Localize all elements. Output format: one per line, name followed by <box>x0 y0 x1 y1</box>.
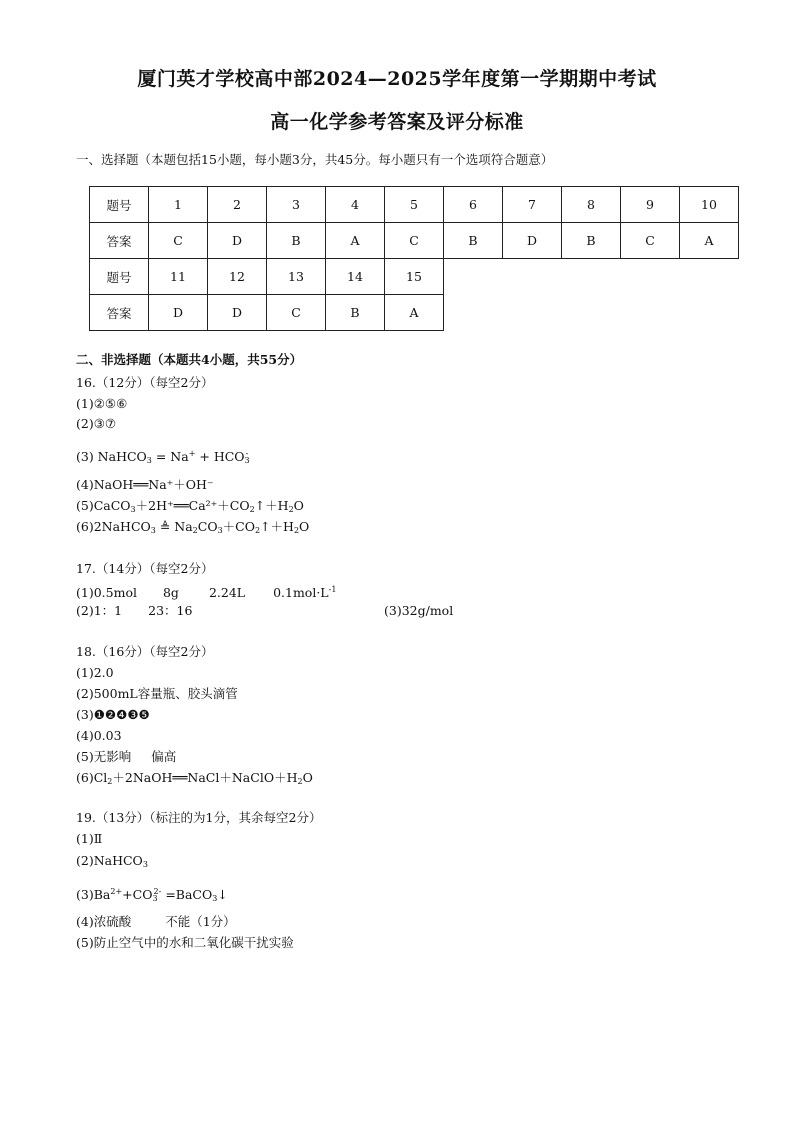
q16-answer-5: $(5)CaCO_3+2H^+══Ca^{2+}+CO_2↑+H_2O$ <box>76 498 304 514</box>
q19-answer-3: $(3)Ba^{2+}+CO_3^{2-}$ =BaCO$_3$↓ <box>76 887 228 903</box>
page-title: 厦门英才学校高中部2024—2025学年度第一学期期中考试 <box>137 68 657 90</box>
table-blank <box>444 295 739 331</box>
row-label-answer: 答案 <box>90 295 149 331</box>
table-cell: 8 <box>562 187 621 223</box>
page-subtitle: 高一化学参考答案及评分标准 <box>270 111 524 133</box>
table-cell: 1 <box>149 187 208 223</box>
q16-answer-4: (4)NaOH══Na⁺＋OH⁻ <box>76 477 214 492</box>
q17-heading: 17.（14分）（每空2分） <box>76 561 214 576</box>
table-cell: B <box>326 295 385 331</box>
table-row <box>90 223 739 259</box>
table-cell: 7 <box>503 187 562 223</box>
table-cell: C <box>267 295 326 331</box>
table-cell: D <box>149 295 208 331</box>
row-label-number: 题号 <box>90 187 149 223</box>
section2-heading: 二、非选择题（本题共4小题，共55分） <box>76 352 303 367</box>
table-cell: B <box>444 223 503 259</box>
table-cell: 4 <box>326 187 385 223</box>
table-cell: D <box>208 295 267 331</box>
table-cell: 9 <box>621 187 680 223</box>
row-label-answer: 答案 <box>90 223 149 259</box>
q18-answer-6: $(6)Cl_2+2NaOH══NaCl+NaClO+H_2O$ <box>76 770 313 786</box>
table-cell: 12 <box>208 259 267 295</box>
table-cell: 2 <box>208 187 267 223</box>
table-cell: B <box>562 223 621 259</box>
table-cell: A <box>326 223 385 259</box>
q17-answer-3: (3)32g/mol <box>384 603 454 618</box>
table-cell: A <box>385 295 444 331</box>
q18-answer-3: (3)❶❷❹❸❺ <box>76 707 150 722</box>
section1-heading: 一、选择题（本题包括15小题，每小题3分，共45分。每小题只有一个选项符合题意） <box>76 152 554 167</box>
table-cell: 11 <box>149 259 208 295</box>
table-cell: 6 <box>444 187 503 223</box>
q16-answer-6: (6)2NaHCO$_3$ ≜ $Na_2CO_3+CO_2↑+H_2O$ <box>76 519 310 535</box>
q16-heading: 16.（12分）（每空2分） <box>76 375 214 390</box>
q16-answer-3: (3) NaHCO$_3$ = $Na^+ + HCO_3^-$ <box>76 449 250 465</box>
q19-answer-1: (1)Ⅱ <box>76 831 103 846</box>
q19-answer-4: (4)浓硫酸 不能（1分） <box>76 914 236 929</box>
q16-answer-1: (1)②⑤⑥ <box>76 396 128 411</box>
table-cell: D <box>503 223 562 259</box>
q18-answer-5: (5)无影响 偏高 <box>76 749 177 764</box>
table-cell: C <box>621 223 680 259</box>
table-blank <box>444 259 739 295</box>
q19-answer-2: (2)NaHCO$_3$ <box>76 853 148 869</box>
table-cell: 10 <box>680 187 739 223</box>
q17-answer-1: (1)0.5mol 8g 2.24L $0.1mol\cdot L^{-1}$ <box>76 585 337 600</box>
q18-answer-1: (1)2.0 <box>76 665 114 680</box>
table-row <box>90 295 739 331</box>
q19-answer-5: (5)防止空气中的水和二氧化碳干扰实验 <box>76 935 294 950</box>
table-cell: 15 <box>385 259 444 295</box>
q19-heading: 19.（13分）（标注的为1分，其余每空2分） <box>76 810 322 825</box>
table-cell: 14 <box>326 259 385 295</box>
table-row <box>90 259 739 295</box>
q17-answer-2: (2)1：1 23：16 <box>76 603 193 618</box>
table-cell: A <box>680 223 739 259</box>
q18-heading: 18.（16分）（每空2分） <box>76 644 214 659</box>
table-cell: D <box>208 223 267 259</box>
table-cell: 3 <box>267 187 326 223</box>
table-cell: B <box>267 223 326 259</box>
table-cell: 13 <box>267 259 326 295</box>
table-cell: 5 <box>385 187 444 223</box>
answer-table <box>89 186 739 331</box>
q18-answer-2: (2)500mL容量瓶、胶头滴管 <box>76 686 238 701</box>
table-cell: C <box>149 223 208 259</box>
table-cell: C <box>385 223 444 259</box>
q16-answer-2: (2)③⑦ <box>76 416 117 431</box>
table-row <box>90 187 739 223</box>
q18-answer-4: (4)0.03 <box>76 728 122 743</box>
row-label-number: 题号 <box>90 259 149 295</box>
